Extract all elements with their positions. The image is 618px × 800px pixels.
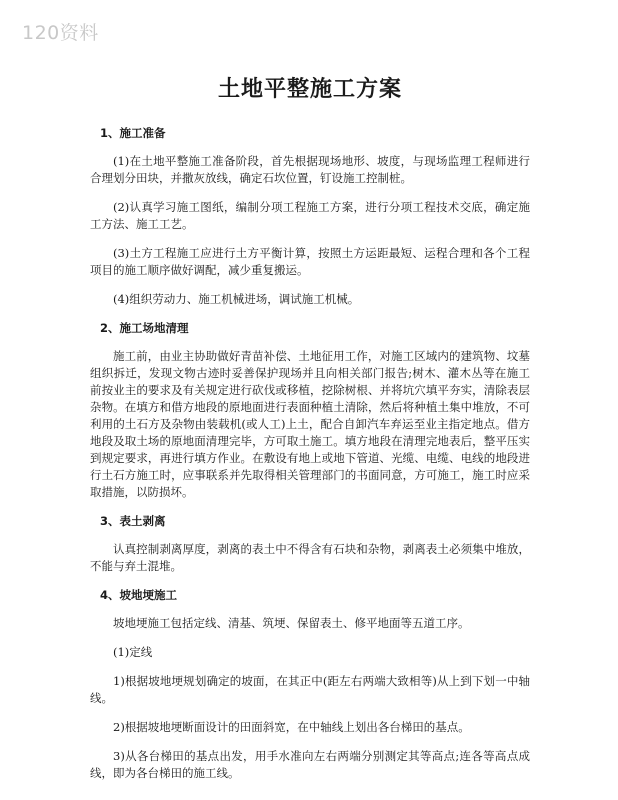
paragraph: 3)从各台梯田的基点出发，用手水准向左右两端分别测定其等高点;连各等高点成线，即为各台梯田的施工线。 [90,749,530,780]
section-preparation [90,125,530,308]
watermark-text: 120资料 [22,22,99,44]
paragraph: 施工前，由业主协助做好青苗补偿、土地征用工作，对施工区域内的建筑物、坟墓组织拆迁，发现文物古迹时妥善保护现场并且向相关部门报告;树木、灌木丛等在施工前按业主的要求及有关规定进行砍伐或移植，挖除树根、并将坑穴填平夯实，清除表层杂物。在填方和借方地段的原地面进行表面种植土清除，然后将种植土集中堆放，不可利用的土石方及杂物由装载机(或人工)上土，配合自卸汽车弃运至业主指定地点。借方地段及取土场的原地面清理完毕，方可取土施工。填方地段在清理完地表后，整平压实到规定要求，再进行填方作业。在敷设有地上或地下管道、光缆、电缆、电线的地段进行土石方施工时，应事联系并先取得相关管理部门的书面同意，方可施工，施工时应采取措施，以防损坏。 [90,349,530,499]
paragraph: (3)土方工程施工应进行土方平衡计算，按照土方运距最短、运程合理和各个工程项目的施工顺序做好调配，减少重复搬运。 [90,246,530,277]
section-heading: 1、施工准备 [100,126,166,140]
section-slope-ridge [90,587,530,782]
section-heading: 4、坡地埂施工 [100,588,178,602]
paragraph: 坡地埂施工包括定线、清基、筑埂、保留表土、修平地面等五道工序。 [113,616,470,630]
section-heading: 3、表土剥离 [100,514,166,528]
paragraph: 1)根据坡地埂规划确定的坡面，在其正中(距左右两端大致相等)从上到下划一中轴线。 [90,674,530,705]
document-body [90,72,530,794]
paragraph: (1)定线 [113,645,153,659]
section-topsoil-stripping [90,513,530,575]
paragraph: 认真控制剥离厚度，剥离的表土中不得含有石块和杂物，剥离表土必须集中堆放，不能与弃土混堆。 [90,542,530,573]
paragraph: 2)根据坡地埂断面设计的田面斜宽，在中轴线上划出各台梯田的基点。 [113,720,470,734]
section-heading: 2、施工场地清理 [100,321,189,335]
paragraph: (4)组织劳动力、施工机械进场，调试施工机械。 [113,292,360,306]
paragraph: (1)在土地平整施工准备阶段，首先根据现场地形、坡度，与现场监理工程师进行合理划分田块，并撒灰放线，确定石坎位置，钉设施工控制桩。 [90,154,530,185]
document-title: 土地平整施工方案 [217,77,402,102]
section-site-clearing [90,320,530,501]
paragraph: (2)认真学习施工图纸，编制分项工程施工方案，进行分项工程技术交底，确定施工方法、施工工艺。 [90,200,530,231]
